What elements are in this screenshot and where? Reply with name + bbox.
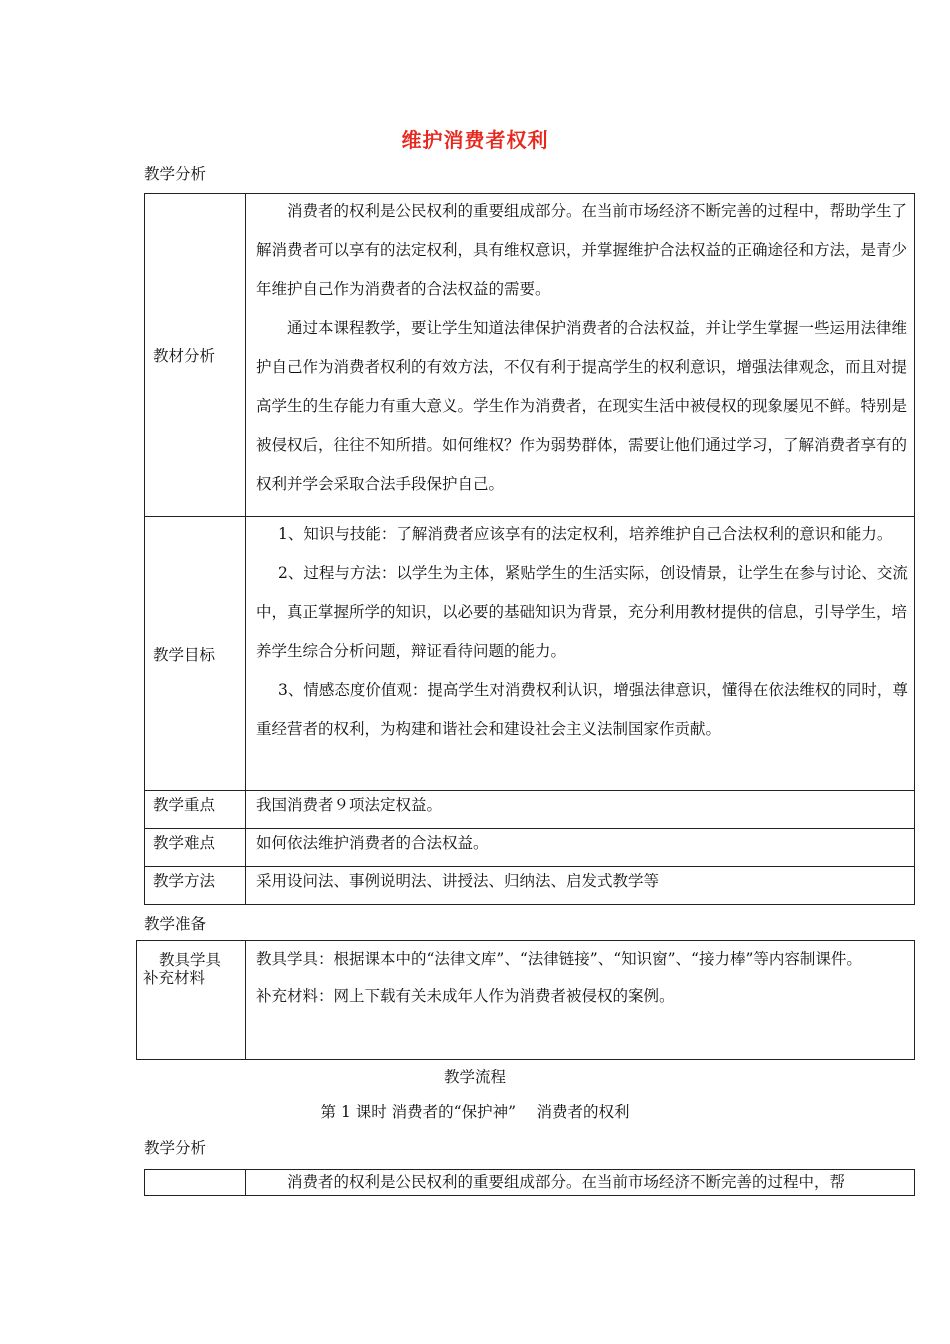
- section-label-analysis-2: 教学分析: [144, 1139, 207, 1157]
- table-row: [145, 791, 915, 829]
- lesson-title: 第 1 课时 消费者的“保护神” 消费者的权利: [320, 1103, 630, 1121]
- teaching-focus-value: 我国消费者９项法定权益。: [246, 791, 915, 829]
- preparation-content: [246, 941, 915, 1060]
- table-row: [145, 867, 915, 905]
- goal-attitude: 3、情感态度价值观：提高学生对消费权利认识，增强法律意识，懂得在依法维权的同时，尊重经营者的权利，为构建和谐社会和建设社会主义法制国家作贡献。: [256, 681, 908, 738]
- bottom-label-cell: [145, 1170, 246, 1196]
- preparation-label-tools: 教具学具: [159, 951, 222, 969]
- teaching-difficulty-value: 如何依法维护消费者的合法权益。: [246, 829, 915, 867]
- preparation-tools-text: 教具学具：根据课本中的“法律文库”、“法律链接”、“知识窗”、“接力棒”等内容制课件。: [256, 950, 862, 968]
- teaching-focus-label: 教学重点: [145, 791, 246, 829]
- table-row: [145, 1170, 915, 1196]
- material-paragraph-1: 消费者的权利是公民权利的重要组成部分。在当前市场经济不断完善的过程中，帮助学生了解消费者可以享有的法定权利，具有维权意识，并掌握维护合法权益的正确途径和方法，是青少年维护自己作为消费者的合法权益的需要。: [256, 202, 908, 298]
- table-row: [145, 194, 915, 517]
- analysis-table: [144, 193, 915, 905]
- preparation-materials-text: 补充材料：网上下载有关未成年人作为消费者被侵权的案例。: [256, 987, 675, 1005]
- table-row: [145, 829, 915, 867]
- material-paragraph-2: 通过本课程教学，要让学生知道法律保护消费者的合法权益，并让学生掌握一些运用法律维护自己作为消费者权利的有效方法，不仅有利于提高学生的权利意识，增强法律观念，而且对提高学生的生存能力有重大意义。学生作为消费者，在现实生活中被侵权的现象屡见不鲜。特别是被侵权后，往往不知所措。如何维权？作为弱势群体，需要让他们通过学习，了解消费者享有的权利并学会采取合法手段保护自己。: [256, 319, 908, 493]
- preparation-table: [136, 940, 915, 1060]
- material-analysis-content: [246, 194, 915, 517]
- preparation-label: 教具学具 补充材料: [137, 941, 246, 1060]
- material-analysis-label: 教材分析: [145, 194, 246, 517]
- bottom-analysis-table: [144, 1169, 915, 1196]
- page-title: 维护消费者权利: [401, 128, 549, 152]
- flow-title: 教学流程: [443, 1068, 506, 1086]
- teaching-method-label: 教学方法: [145, 867, 246, 905]
- table-row: [137, 941, 915, 1060]
- section-label-analysis: 教学分析: [144, 165, 207, 183]
- teaching-method-value: 采用设问法、事例说明法、讲授法、归纳法、启发式教学等: [246, 867, 915, 905]
- section-label-preparation: 教学准备: [144, 915, 207, 933]
- goal-knowledge: 1、知识与技能：了解消费者应该享有的法定权利，培养维护自己合法权利的意识和能力。: [278, 525, 893, 543]
- teaching-goals-label: 教学目标: [145, 517, 246, 791]
- teaching-goals-content: [246, 517, 915, 791]
- bottom-content: 消费者的权利是公民权利的重要组成部分。在当前市场经济不断完善的过程中，帮: [246, 1170, 915, 1196]
- goal-process: 2、过程与方法：以学生为主体，紧贴学生的生活实际，创设情景，让学生在参与讨论、交流中，真正掌握所学的知识，以必要的基础知识为背景，充分利用教材提供的信息，引导学生，培养学生综合分析问题，辩证看待问题的能力。: [256, 564, 908, 660]
- table-row: [145, 517, 915, 791]
- teaching-difficulty-label: 教学难点: [145, 829, 246, 867]
